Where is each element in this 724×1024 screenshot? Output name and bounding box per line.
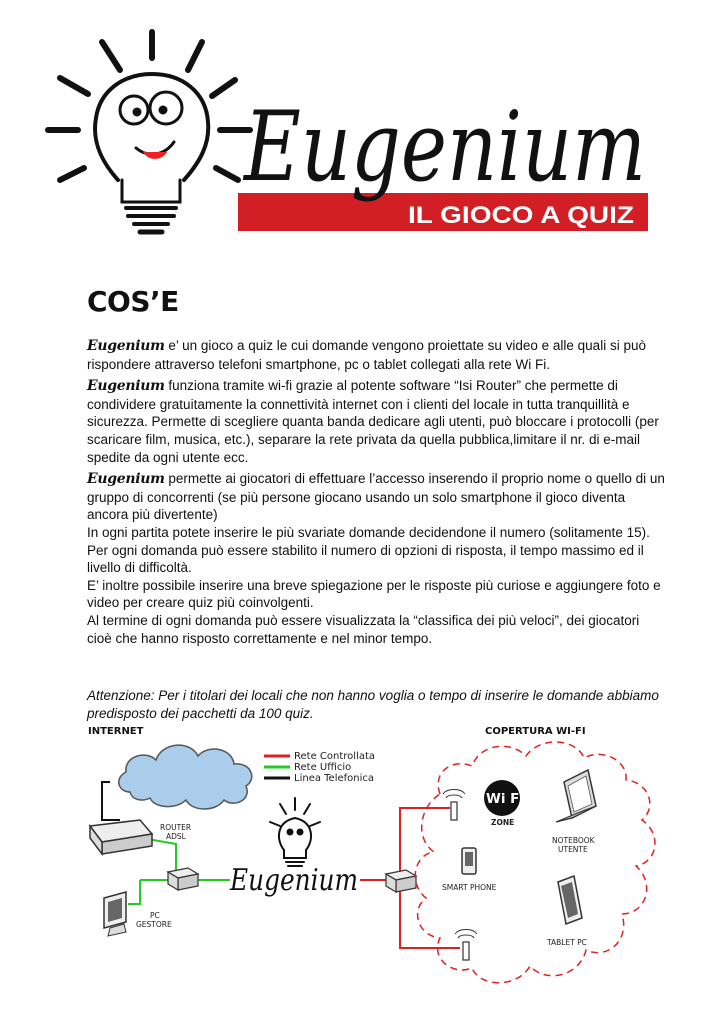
paragraph-text: permette ai giocatori di effettuare l’accesso inserendo il proprio nome o quello di un gruppo di concorrenti (se più persone giocano usando un solo smartphone il gioco diventa ancora più divertente) bbox=[87, 471, 665, 523]
text-line: Per ogni domanda può essere stabilito il numero di opzioni di risposta, il tempo massimo ed il livello di difficoltà. bbox=[87, 542, 644, 576]
legend bbox=[264, 751, 375, 784]
lightbulb-mascot-icon bbox=[270, 798, 320, 866]
wifi-antenna-icon bbox=[443, 790, 465, 821]
router-label: ADSL bbox=[166, 832, 186, 841]
notebook-icon bbox=[556, 770, 596, 822]
switch-icon bbox=[386, 870, 416, 892]
text-line: Al termine di ogni domanda può essere visualizzata la “classifica dei più veloci”, dei giocatori cioè che hanno risposto correttamente e nel minor tempo. bbox=[87, 612, 640, 646]
internet-label: INTERNET bbox=[88, 726, 144, 737]
wifi-antenna-icon bbox=[455, 930, 477, 961]
diagram-brand: Eugenium bbox=[229, 863, 358, 898]
brand-name: Eugenium bbox=[87, 471, 165, 488]
internet-cloud-icon bbox=[119, 745, 252, 809]
text-line: E’ inoltre possibile inserire una breve spiegazione per le risposte più curiose e aggiungere foto e video per creare quiz più coinvolgenti. bbox=[87, 577, 661, 611]
paragraph-1 bbox=[87, 337, 667, 373]
paragraph-3 bbox=[87, 470, 667, 524]
notebook-label: UTENTE bbox=[558, 845, 588, 854]
brand-name: Eugenium bbox=[87, 378, 165, 395]
wifi-zone-logo bbox=[484, 780, 524, 827]
wifi-logo-text: Wi Fi bbox=[486, 792, 524, 807]
paragraph-text: e’ un gioco a quiz le cui domande vengono proiettate su video e alle quali si può rispondere attraverso telefoni smartphone, pc o tablet collegati alla rete Wi Fi. bbox=[87, 338, 646, 372]
lightbulb-mascot-icon bbox=[48, 32, 250, 232]
smartphone-label: SMART PHONE bbox=[442, 883, 497, 892]
legend-label: Rete Ufficio bbox=[294, 762, 352, 773]
wifi-coverage-area bbox=[415, 742, 655, 983]
router-label: ROUTER bbox=[160, 823, 192, 832]
attention-note: Attenzione: Per i titolari dei locali che non hanno voglia o tempo di inserire le domande abbiamo predisposto dei pacchetti da 100 quiz. bbox=[87, 688, 659, 721]
paragraph-2 bbox=[87, 377, 667, 466]
logo-banner-text: IL GIOCO A QUIZ bbox=[408, 202, 634, 229]
pc-label: PC bbox=[150, 911, 160, 920]
wifi-zone-text: ZONE bbox=[491, 818, 515, 827]
brand-name: Eugenium bbox=[87, 338, 165, 354]
pc-label: GESTORE bbox=[136, 920, 172, 929]
paragraph-text: funziona tramite wi-fi grazie al potente software “Isi Router” che permette di condividere gratuitamente la connettività internet con i clienti del locale in tutta tranquillità e sicurezza. Permette di scegliere quanta banda dedicare agli utenti, può bloccare i protocolli (per scaricare film, musica, etc.), separare la rete privata da quella pubblica,limitare il nr. di e-mail spedite da ogni utente ecc. bbox=[87, 378, 659, 465]
page-title: COS’E bbox=[87, 285, 179, 318]
smartphone-icon bbox=[462, 848, 476, 874]
tablet-label: TABLET PC bbox=[547, 938, 587, 947]
tablet-icon bbox=[558, 876, 582, 924]
notebook-label: NOTEBOOK bbox=[552, 836, 595, 845]
legend-label: Linea Telefonica bbox=[294, 773, 375, 784]
logo-brand: Eugenium bbox=[242, 91, 646, 203]
legend-label: Rete Controllata bbox=[294, 751, 376, 762]
router-icon bbox=[90, 820, 152, 854]
wifi-coverage-label: COPERTURA WI-FI bbox=[485, 726, 586, 737]
text-line: In ogni partita potete inserire le più svariate domande decidendone il numero (solitamente 15). bbox=[87, 524, 650, 540]
network-diagram bbox=[80, 722, 680, 1017]
switch-icon bbox=[168, 868, 198, 890]
body-text bbox=[87, 337, 667, 647]
pc-monitor-icon bbox=[104, 892, 126, 936]
eugenium-logo bbox=[40, 30, 660, 245]
